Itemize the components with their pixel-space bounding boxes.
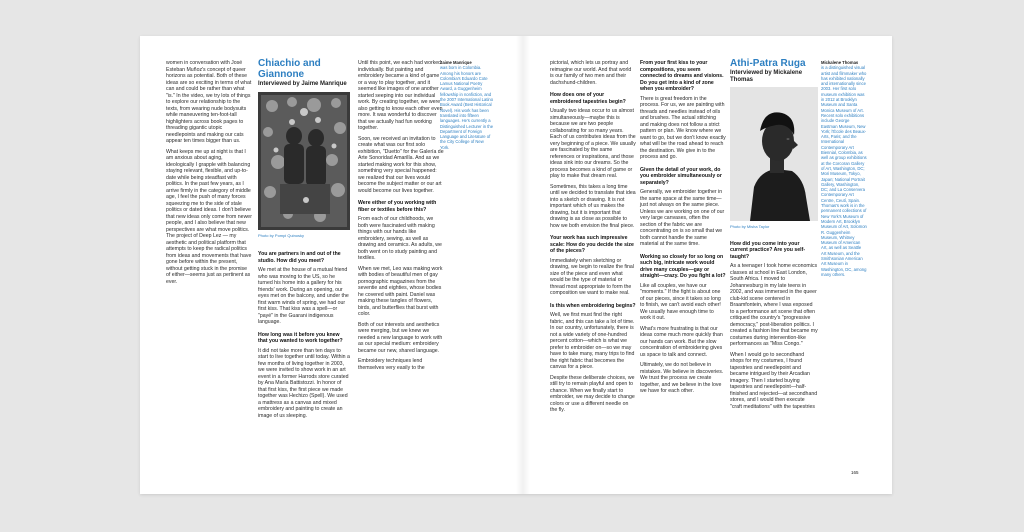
interview-answer: We met at the house of a mutual friend who was moving to the US, so he turned his home into a gallery for his friends' work. During an opening, our eyes met on the balcony, and under the first warm winds of spring, we had our first kiss. That kiss was a spell—or "payé" in the Guarani indigenous language. [258, 267, 349, 325]
article-byline: Interviewed by Mickalene Thomas [730, 70, 803, 83]
mickalene-thomas-bio [821, 60, 867, 277]
page-gutter [516, 36, 530, 494]
article-title: Chiachio and Giannone [258, 58, 321, 80]
bio-name: Jaime Manrique [440, 60, 472, 65]
interview-answer: Until this point, we each had worked individually. But painting and embroidery became a kind of game or a way to play together, and it seemed like images of one another started seeping into our individual work. By creating together, we were also getting to know each other even more. It was wonderful to discover that we actually had fun working together. [358, 60, 443, 131]
bio-name: Mickalene Thomas [821, 60, 859, 65]
interview-answer: When I would go to secondhand shops for my costumes, I found tapestries and needlepoint and became intrigued by their Arcadian imagery. Then I started buying tapestries and needlepoint—half-finished and rejected—at secondhand stores, and I would then execute "craft meditations" with the tapestries [730, 351, 818, 410]
interview-question: Is this when embroidering begins? [550, 302, 636, 309]
interview-answer: Both of our interests and aesthetics were merging, but we knew we needed a new language to work with as our special medium: embroidery became our new, shared language. [358, 321, 443, 354]
interview-question: How long was it before you knew that you wanted to work together? [258, 331, 343, 344]
text-column-1 [166, 60, 252, 289]
athi-patra-ruga-article-column [730, 58, 818, 414]
interview-answer: Embroidery techniques lend themselves very easily to the [358, 358, 425, 371]
magazine-spread [140, 36, 892, 494]
interview-question: You are partners in and out of the studio. How did you meet? [258, 251, 341, 264]
interview-question: Working so closely for so long on such big, intricate work would drive many couples—gay or straight—crazy. Do you fight a lot? [640, 253, 726, 279]
text-column-6 [640, 60, 726, 399]
interview-answer: Ultimately, we do not believe in mistakes. We believe in discoveries. We trust the process we create together, and we believe in the love we have for each other. [640, 362, 724, 394]
interview-answer: Immediately when sketching or drawing, we begin to realize the final size of the piece and even what would be the type of material or thread most appropriate to form the composition we want to make real. [550, 257, 634, 296]
photo-caption: Photo by Pompi Quinosky [258, 232, 305, 238]
interview-answer: Well, we first must find the right fabric, and this can take a lot of time. In our country, unfortunately, there is not a wide variety of one-hundred percent cotton—which is what we prefer to embroider on—so we may have to take many, many trips to find the right fabric that becomes the canvas for a piece. [550, 312, 635, 370]
photo-caption: Photo by Misha Taylor [730, 224, 770, 229]
article-title: Athi-Patra Ruga [730, 58, 806, 69]
interview-answer: Soon, we received an invitation to create what was our first solo exhibition, "Duetto" for the Galería de Arte Sonoridad Amarilla. And as we started making work for this show, something very special happened: we realized that our lives would become the subject matter or our art would become our lives together. [358, 135, 444, 194]
bio-text: was born in Colombia. Among his honors are Colombia's Eduardo Cote Lamus National Poetry Award, a Guggenheim fellowship in nonfiction, and the 2007 International Latino Book Award (Best Historical Novel). His work has been translated into fifteen languages. He's currently a Distinguished Lecturer in the Department of Foreign Language and Literature of the City College of New York. [440, 65, 494, 150]
bio-text: is a distinguished visual artist and filmmaker who has exhibited nationally and internationally since 2003. Her first solo museum exhibition was in 2012 at Brooklyn Museum and Santa Monica Museum of Art. Recent solo exhibitions include George Eastman Museum, New York; l'École des Beaux-Arts, Paris; and the International Contemporary Art Biennial, Colombia, as well as group exhibitions at the Corcoran Gallery of Art, Washington, DC; Mori Museum, Tokyo, Japan; National Portrait Gallery, Washington, DC; and La Conservera Contemporary Art Centre, Ceutí, Spain. Thomas's work is in the permanent collections of New York's Museum of Modern Art, Brooklyn Museum of Art, Solomon R. Guggenheim Museum, Whitney Museum of American Art, as well as Seattle Art Museum, and the Smithsonian American Art Museum in Washington, DC, among many others. [821, 65, 867, 277]
interview-answer: There is great freedom in the process. For us, we are painting with threads and needles instead of oils and brushes. The actual stitching and making does not follow a strict pattern or plan. We know where we want to go, but we don't know exactly what will be the road ahead to reach the destination. We give in to the process and go. [640, 95, 726, 160]
interview-answer: pictorial, which lets us portray and reimagine our world. And that world is our family of two men and their dachshund-children. [550, 60, 632, 86]
interview-answer: As a teenager I took home economics classes at school in East London, South Africa. I moved to Johannesburg in my late teens in 2002, and was immersed in the queer club-kid scene centered in Braamfontein, where I was exposed to a performance art scene that often critiqued the country's "progressive democracy," post-liberation politics. I created a fashion line that became my costumes during intervention-like performances as "Miss Congo." [730, 263, 818, 347]
interview-answer: From each of our childhoods, we both were fascinated with making things with our hands like embroidery, sewing, as well as drawing and ceramics. As adults, we both went on to study painting and textiles. [358, 216, 442, 261]
interview-answer: It did not take more than ten days to start to live together until today. Within a few months of living together in 2003, we were invited to show work in an art event in a former Harrods store curated by Ana María Battistozzi. In honor of that first kiss, the first piece we made together was Hechizo (Spell). We used a mattress as a canvas and mixed embroidery and painting to create an image of us sleeping. [258, 347, 350, 419]
jaime-manrique-bio [440, 60, 494, 150]
interview-answer: Usually two ideas occur to us almost simultaneously—maybe this is because we are two people collaborating for so many years. Each of us contributes ideas from the very beginning of a piece. We usually are fascinated by the same references or inspirations, and those ideas sink into our dreams. So the process becomes a kind of game or play to make that dream real. [550, 108, 636, 179]
paragraph: What keeps me up at night is that I am anxious about aging, ideologically I grapple with balancing staying relevant, flexible, and up-to-date while being steadfast with politics. In the past few years, as I arrive firmly in the category of middle age, I feel the push of many forces squeezing me to the side of stale politics or dated ideas. I don't believe that new ideas only come from newer people, and I also believe that new perspectives are what move politics. The project of Deep Lez — my aesthetic and political platform that attempts to keep the radical politics from ideas and movements that have gone before within the present, without getting stuck in the promise of either—seems just as pertinent as ever. [166, 148, 252, 285]
interview-question: From your first kiss to your compositions, you seem connected to dreams and visions. Do you get into a kind of zone when you embroider? [640, 60, 724, 92]
interview-question: Were either of you working with fiber or textiles before this? [358, 200, 437, 213]
portrait-image [730, 87, 818, 221]
interview-answer: Despite these deliberate choices, we still try to remain playful and open to chance. When we finally start to embroider, we may decide to change colors or use a different needle on the fly. [550, 374, 635, 413]
text-column-5 [550, 60, 636, 418]
chiachio-article-column [258, 58, 350, 423]
chiachio-photo [258, 92, 350, 230]
interview-question: How did you come into your current practice? Are you self-taught? [730, 240, 806, 260]
interview-answer: What's more frustrating is that our ideas come much more quickly than our hands can work. But the slow concentration of embroidering gives us space to talk and connect. [640, 325, 723, 358]
interview-answer: Generally, we embroider together in the same space at the same time—just not always on the same piece. Unless we are working on one of our very large canvases, often the section of the fabric we are concentrating on is so small that we both cannot handle the same material at the same time. [640, 189, 725, 247]
interview-answer: Sometimes, this takes a long time until we decided to translate that idea into a sketch or drawing. It is not important which of us makes the drawing, but it is important that drawing is as close as possible to how we both envision the final piece. [550, 183, 636, 229]
paragraph: women in conversation with José Esteban Muñoz's concept of queer horizons as potential. Both of these ideas are so exciting in terms of what can and could be rather than what "is." In the video, we try lots of things to explore our relationship to the texts, from wearing nude bodysuits while maneuvering ten-foot-tall highlighters across book pages to threading gigantic utopic needlepoints and making our cats appear ten times bigger than us. [166, 60, 252, 144]
interview-question: Your work has such impressive scale: How do you decide the size of the pieces? [550, 235, 634, 254]
tapestry-portrait-image [258, 92, 350, 230]
text-column-3 [358, 60, 444, 375]
interview-question: Given the detail of your work, do you embroider simultaneously or separately? [640, 166, 722, 186]
interview-question: How does one of your embroidered tapestries begin? [550, 92, 626, 105]
interview-answer: When we met, Leo was making work with bodies of beautiful men of gay pornographic magazines from the seventie and eighties, whose bodies he covered with paint. Daniel was making these tangles of flowers, birds, and butterflies that burst with color. [358, 265, 443, 317]
athi-patra-ruga-photo [730, 87, 818, 221]
page-number: 165 [851, 470, 859, 475]
article-byline: Interviewed by Jaime Manrique [258, 81, 347, 87]
interview-answer: Like all couples, we have our "moments." If the fight is about one of our pieces, since it takes so long to finish, we can't avoid each other! We usually have enough time to work it out. [640, 282, 721, 321]
